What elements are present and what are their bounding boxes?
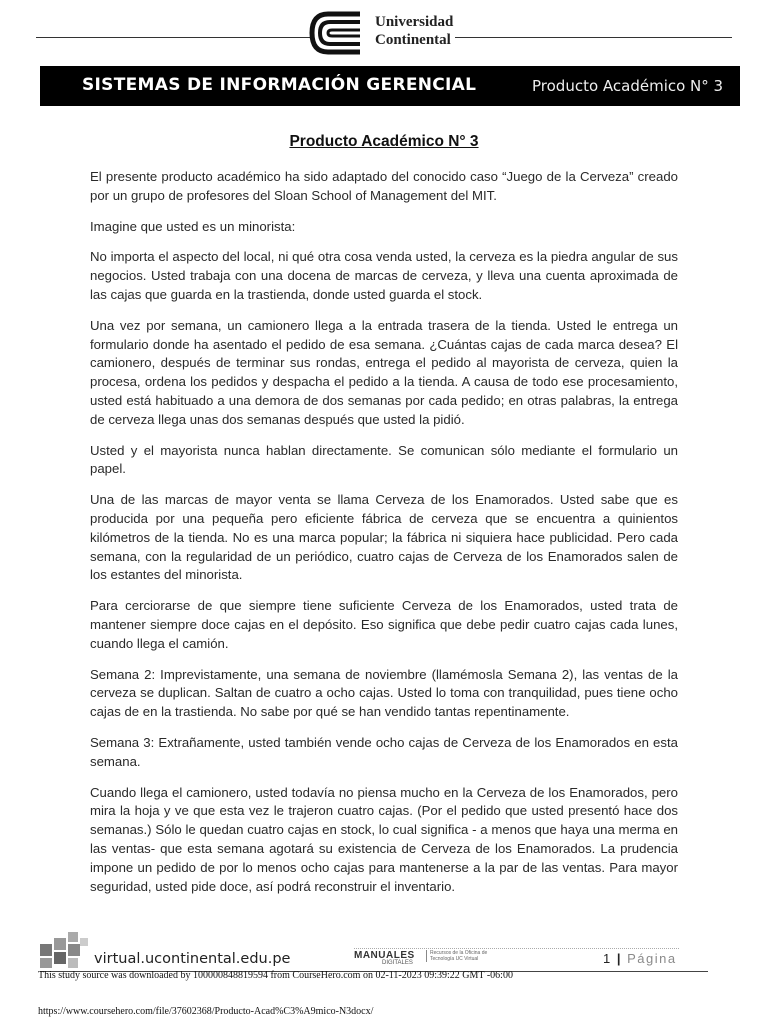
paragraph: Usted y el mayorista nunca hablan directamente. Se comunican sólo mediante el formulario un papel.	[90, 442, 678, 477]
header-rule-left	[36, 37, 311, 38]
document-title: Producto Académico N° 3	[289, 133, 479, 150]
paragraph: No importa el aspecto del local, ni qué otra cosa venda usted, la cerveza es la piedra angular de sus negocios. Usted trabaja con una docena de marcas de cerveza, y lleva una cuenta aproximada de las cajas que guarda en la trastienda, donde usted guarda el stock.	[90, 249, 678, 302]
paragraph: Una vez por semana, un camionero llega a la entrada trasera de la tienda. Usted le entrega un formulario donde ha asentado el pedido de esa semana. ¿Cuántas cajas de cada marca desea? El camionero, después de terminar sus rondas, entrega el pedido al mayorista de cerveza, quien la procesa, ordena los pedidos y despacha el pedido a la tienda. A causa de todo ese procesamiento, usted está habituado a una demora de dos semanas por cada pedido; en otras palabras, la entrega de cerveza llega unas dos semanas después que usted la pidió.	[90, 317, 678, 427]
university-name-line1: Universidad	[375, 14, 454, 30]
footer-logo-icon	[38, 930, 92, 970]
university-name-line2: Continental	[375, 32, 451, 48]
paragraph: Semana 2: Imprevistamente, una semana de noviembre (llamémosla Semana 2), las ventas de la cerveza se duplican. Saltan de cuatro a ocho cajas. Usted lo toma con tranquilidad, pues tiene ocho cajas de en la trastienda. No sabe por qué se han vendido tantas repentinamente.	[90, 666, 678, 720]
paragraph: Una de las marcas de mayor venta se llama Cerveza de los Enamorados. Usted sabe que es producida por una pequeña pero eficiente fábrica de cerveza que se encuentra a quinientos kilómetros de la tienda. No es una marca popular; la fábrica ni siquiera hace publicidad. Pero cada semana, con la regularidad de un periódico, cuatro cajas de Cerveza de los Enamorados salen de los estantes del minorista.	[90, 492, 678, 583]
manuales-label: MANUALES	[354, 950, 415, 961]
document-body	[90, 168, 678, 908]
page-word: Página	[627, 951, 677, 966]
paragraph: Semana 3: Extrañamente, usted también vende ocho cajas de Cerveza de los Enamorados en esta semana.	[90, 734, 678, 769]
product-label: Producto Académico N° 3	[532, 77, 724, 95]
paragraph: Imagine que usted es un minorista:	[90, 218, 296, 234]
header-rule-right	[455, 37, 732, 38]
product-label-bar	[516, 66, 740, 106]
course-title: SISTEMAS DE INFORMACIÓN GERENCIAL	[82, 75, 477, 95]
page-indicator	[603, 951, 677, 966]
study-source-line: This study source was downloaded by 100000848819594 from CourseHero.com on 02-11-2023 09:39:22 GMT -06:00	[38, 970, 513, 981]
source-url[interactable]: https://www.coursehero.com/file/37602368/Producto-Acad%C3%A9mico-N3docx/	[38, 1006, 374, 1017]
course-title-bar	[40, 66, 528, 106]
page-separator: |	[616, 951, 622, 966]
paragraph: Para cerciorarse de que siempre tiene suficiente Cerveza de los Enamorados, usted trata de mantener siempre doce cajas en el depósito. Eso significa que debe pedir cuatro cajas cada lunes, cuando llega el camión.	[90, 598, 678, 651]
footer-url: virtual.ucontinental.edu.pe	[94, 951, 291, 967]
paragraph: Cuando llega el camionero, usted todavía no piensa mucho en la Cerveza de los Enamorados, pero mira la hoja y ve que esta vez le trajeron cuatro cajas. (Por el pedido que usted presentó hace dos semanas.) Sólo le quedan cuatro cajas en stock, lo cual significa - a menos que haya una merma en las ventas- que esta semana agotará su existencia de Cerveza de los Enamorados. La prudencia impone un pedido de por lo menos ocho cajas para mantenerse a la par de las ventas. Para mayor seguridad, usted pide doce, así podrá reconstruir el inventario.	[90, 784, 678, 894]
digitales-label: DIGITALES	[382, 960, 413, 966]
manuales-side-text: Recursos de la Oficina de Tecnología UC Virtual	[426, 950, 498, 962]
footer-dotted-rule	[354, 948, 679, 949]
page-number: 1	[603, 951, 612, 966]
university-name	[375, 13, 453, 49]
manuales-digitales-logo	[354, 950, 494, 972]
university-logo-icon	[308, 10, 368, 56]
paragraph: El presente producto académico ha sido adaptado del conocido caso “Juego de la Cerveza” creado por un grupo de profesores del Sloan School of Management del MIT.	[90, 169, 678, 203]
